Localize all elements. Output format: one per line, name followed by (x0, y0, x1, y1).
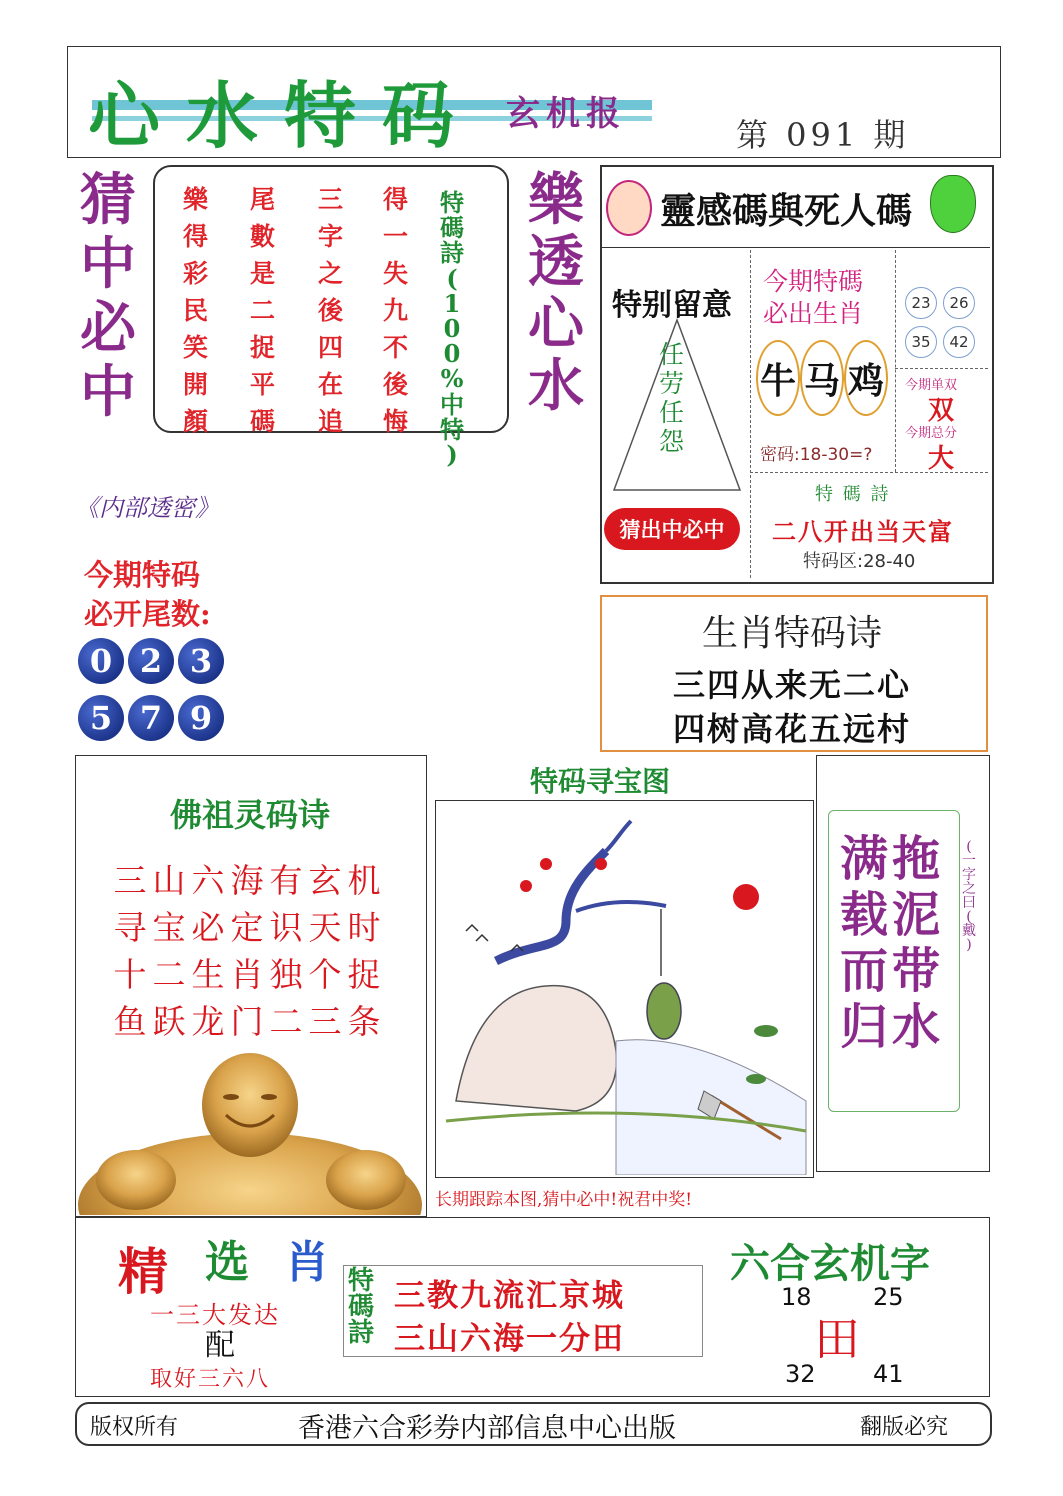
poem-char: 碼 (250, 407, 276, 436)
zodiac-oval: 牛 (756, 340, 800, 416)
poem-char: 得 (383, 185, 409, 214)
total-label: 今期总分 (905, 426, 958, 441)
bottom-poem-label-char: 詩 (348, 1318, 375, 1348)
secret-code: 密码:18-30=? (760, 445, 873, 465)
poem-char: 尾 (250, 185, 276, 214)
zodiac-oval: 马 (800, 340, 844, 416)
number-ball: 42 (943, 326, 975, 358)
xuan-char: 选 (205, 1237, 249, 1288)
tail-ball: 0 (78, 638, 124, 684)
triangle-char: 任 (659, 398, 685, 427)
treasure-map-image (436, 801, 811, 1175)
tm-poem-label: 特 碼 詩 (815, 484, 891, 505)
riddle-char: 泥 (892, 887, 941, 943)
zodiac-poem-line2: 四树高花五远村 (672, 710, 911, 748)
riddle-char: 水 (892, 999, 941, 1055)
poem-column-3 (318, 180, 343, 439)
inspiration-title: 靈感碼與死人碼 (660, 190, 913, 232)
zodiac-line2: 必出生肖 (763, 299, 864, 328)
riddle-char: 满 (840, 831, 889, 887)
riddle-note-char: ( (966, 909, 972, 925)
riddle-char: 载 (840, 887, 889, 943)
buddha-line: 十二生肖独个捉 (113, 955, 387, 994)
left-banner-char: 必 (80, 295, 136, 361)
jing-line1: 一三大发达 (150, 1301, 280, 1329)
odd-even-label: 今期单双 (905, 378, 958, 393)
tail-ball: 5 (78, 695, 124, 741)
xuanji-num: 32 (785, 1360, 816, 1388)
xuanji-char: 田 (814, 1312, 860, 1366)
poem-char: 是 (250, 259, 276, 288)
divider (750, 250, 751, 578)
treasure-caption: 长期跟踪本图,猜中必中!祝君中奖! (435, 1190, 693, 1210)
xuanji-num: 41 (873, 1360, 904, 1388)
riddle-col1 (892, 831, 941, 1055)
left-banner (80, 167, 136, 425)
poem-column-4 (383, 180, 408, 439)
poem-char: 二 (250, 296, 276, 325)
buddha-line: 三山六海有玄机 (113, 861, 387, 900)
poem-label-char: % (440, 364, 464, 394)
poem-char: 九 (383, 296, 409, 325)
poem-label-char: 中 (440, 389, 464, 419)
poem-char: 在 (318, 370, 344, 399)
riddle-char: 而 (840, 943, 889, 999)
xuanji-num: 18 (781, 1283, 812, 1311)
poem-char: 追 (318, 407, 344, 436)
poem-char: 三 (318, 185, 344, 214)
triangle-char: 劳 (659, 369, 685, 398)
number-ball: 23 (905, 287, 937, 319)
riddle-note-char: ) (966, 937, 972, 953)
riddle-note-char: 一 (962, 853, 976, 869)
poem-column-1 (183, 180, 208, 439)
poem-char: 得 (183, 222, 209, 251)
poem-label-char: 特 (440, 188, 464, 217)
neibu-line1: 今期特码 (84, 558, 201, 592)
page-title: 心水特码 (88, 74, 481, 158)
poem-char: 彩 (183, 259, 209, 288)
odd-even-value: 双 (928, 396, 955, 426)
left-banner-char: 猜 (80, 167, 136, 233)
xuanji-num: 25 (873, 1283, 904, 1311)
buddha-line: 寻宝必定识天时 (113, 908, 387, 947)
divider (895, 250, 896, 472)
neibu-line2: 必开尾数: (84, 597, 211, 631)
number-ball: 26 (943, 287, 975, 319)
middle-banner-char: 水 (528, 353, 584, 419)
poem-label-char: ( (446, 263, 458, 293)
buddha-title: 佛祖灵码诗 (169, 796, 330, 834)
riddle-note-char: 戴 (962, 923, 976, 939)
poem-char: 後 (383, 370, 409, 399)
left-banner-char: 中 (80, 231, 136, 297)
zodiac-poem-line1: 三四从来无二心 (672, 666, 911, 704)
poem-char: 失 (383, 259, 409, 288)
jing-line2: 取好三六八 (150, 1367, 271, 1392)
buddha-image (76, 1045, 424, 1215)
jing-char: 精 (118, 1242, 168, 1301)
bottom-poem-line1: 三教九流汇京城 (394, 1278, 625, 1314)
guess-badge: 猜出中必中 (604, 508, 740, 550)
bottom-poem-line2: 三山六海一分田 (394, 1321, 625, 1357)
tail-ball: 9 (178, 695, 224, 741)
poem-char: 後 (318, 296, 344, 325)
riddle-note-char: 之 (962, 881, 976, 897)
zodiac-line1: 今期特碼 (763, 267, 864, 296)
poem-char: 平 (250, 370, 276, 399)
riddle-char: 拖 (892, 831, 941, 887)
riddle-char: 带 (892, 943, 941, 999)
divider (600, 247, 990, 248)
tail-ball: 7 (128, 695, 174, 741)
middle-banner (528, 167, 584, 419)
riddle-note-char: 字 (962, 867, 976, 883)
xiao-char: 肖 (285, 1237, 329, 1288)
footer-right: 翻版必究 (860, 1415, 949, 1440)
page-subtitle: 玄机报 (506, 94, 626, 134)
riddle-char: 归 (840, 999, 889, 1055)
face-icon (606, 180, 652, 236)
poem-char: 字 (318, 222, 344, 251)
poem-label-char: 1 (443, 288, 461, 318)
tm-poem-text: 二八开出当天富 (772, 517, 954, 546)
footer-left: 版权所有 (90, 1415, 179, 1440)
poem-label-char: 0 (443, 339, 461, 369)
bottom-poem-label (348, 1268, 374, 1346)
issue-number: 第 091 期 (736, 116, 910, 154)
poem-char: 一 (383, 222, 409, 251)
riddle-note (962, 840, 976, 952)
poem-label-char: 0 (443, 313, 461, 343)
middle-banner-char: 樂 (528, 167, 584, 233)
poem-column-2 (250, 180, 275, 439)
buddha-line: 鱼跃龙门二三条 (113, 1002, 387, 1041)
poem-label (440, 190, 464, 467)
triangle-char: 任 (659, 340, 685, 369)
tm-range: 特码区:28-40 (803, 551, 916, 572)
triangle-char: 怨 (659, 427, 685, 456)
alien-icon (930, 175, 976, 233)
zodiac-poem-title: 生肖特码诗 (701, 613, 882, 654)
poem-char: 悔 (383, 407, 409, 436)
tail-ball: 2 (128, 638, 174, 684)
poem-char: 四 (318, 333, 344, 362)
tail-ball: 3 (178, 638, 224, 684)
poem-label-char: 碼 (440, 213, 464, 243)
footer-center: 香港六合彩券内部信息中心出版 (298, 1413, 676, 1444)
treasure-title: 特码寻宝图 (530, 765, 671, 798)
middle-banner-char: 心 (528, 291, 584, 357)
middle-banner-char: 透 (528, 229, 584, 295)
poem-char: 數 (250, 222, 276, 251)
poem-char: 不 (383, 333, 409, 362)
divider (895, 368, 988, 369)
riddle-note-char: 曰 (962, 895, 976, 911)
poem-char: 笑 (183, 333, 209, 362)
poem-char: 民 (183, 296, 209, 325)
poem-label-char: 特 (440, 414, 464, 444)
poem-label-char: ) (446, 439, 458, 469)
pei-char: 配 (205, 1328, 235, 1363)
left-banner-char: 中 (80, 359, 136, 425)
xuanji-title: 六合玄机字 (730, 1240, 930, 1287)
poem-char: 捉 (250, 333, 276, 362)
bottom-poem-label-char: 碼 (348, 1292, 375, 1322)
riddle-note-char: ( (966, 839, 972, 855)
special-note: 特别留意 (612, 288, 732, 323)
number-ball: 35 (905, 326, 937, 358)
riddle-col2 (840, 831, 889, 1055)
poem-char: 之 (318, 259, 344, 288)
poem-label-char: 詩 (440, 238, 464, 268)
poem-char: 顏 (183, 407, 209, 436)
triangle-text (659, 342, 684, 454)
bottom-poem-label-char: 特 (348, 1266, 375, 1296)
zodiac-oval: 鸡 (844, 340, 888, 416)
neibu-label: 《内部透密》 (75, 494, 219, 522)
poem-char: 開 (183, 370, 209, 399)
total-value: 大 (928, 444, 955, 474)
poem-char: 樂 (183, 185, 209, 214)
